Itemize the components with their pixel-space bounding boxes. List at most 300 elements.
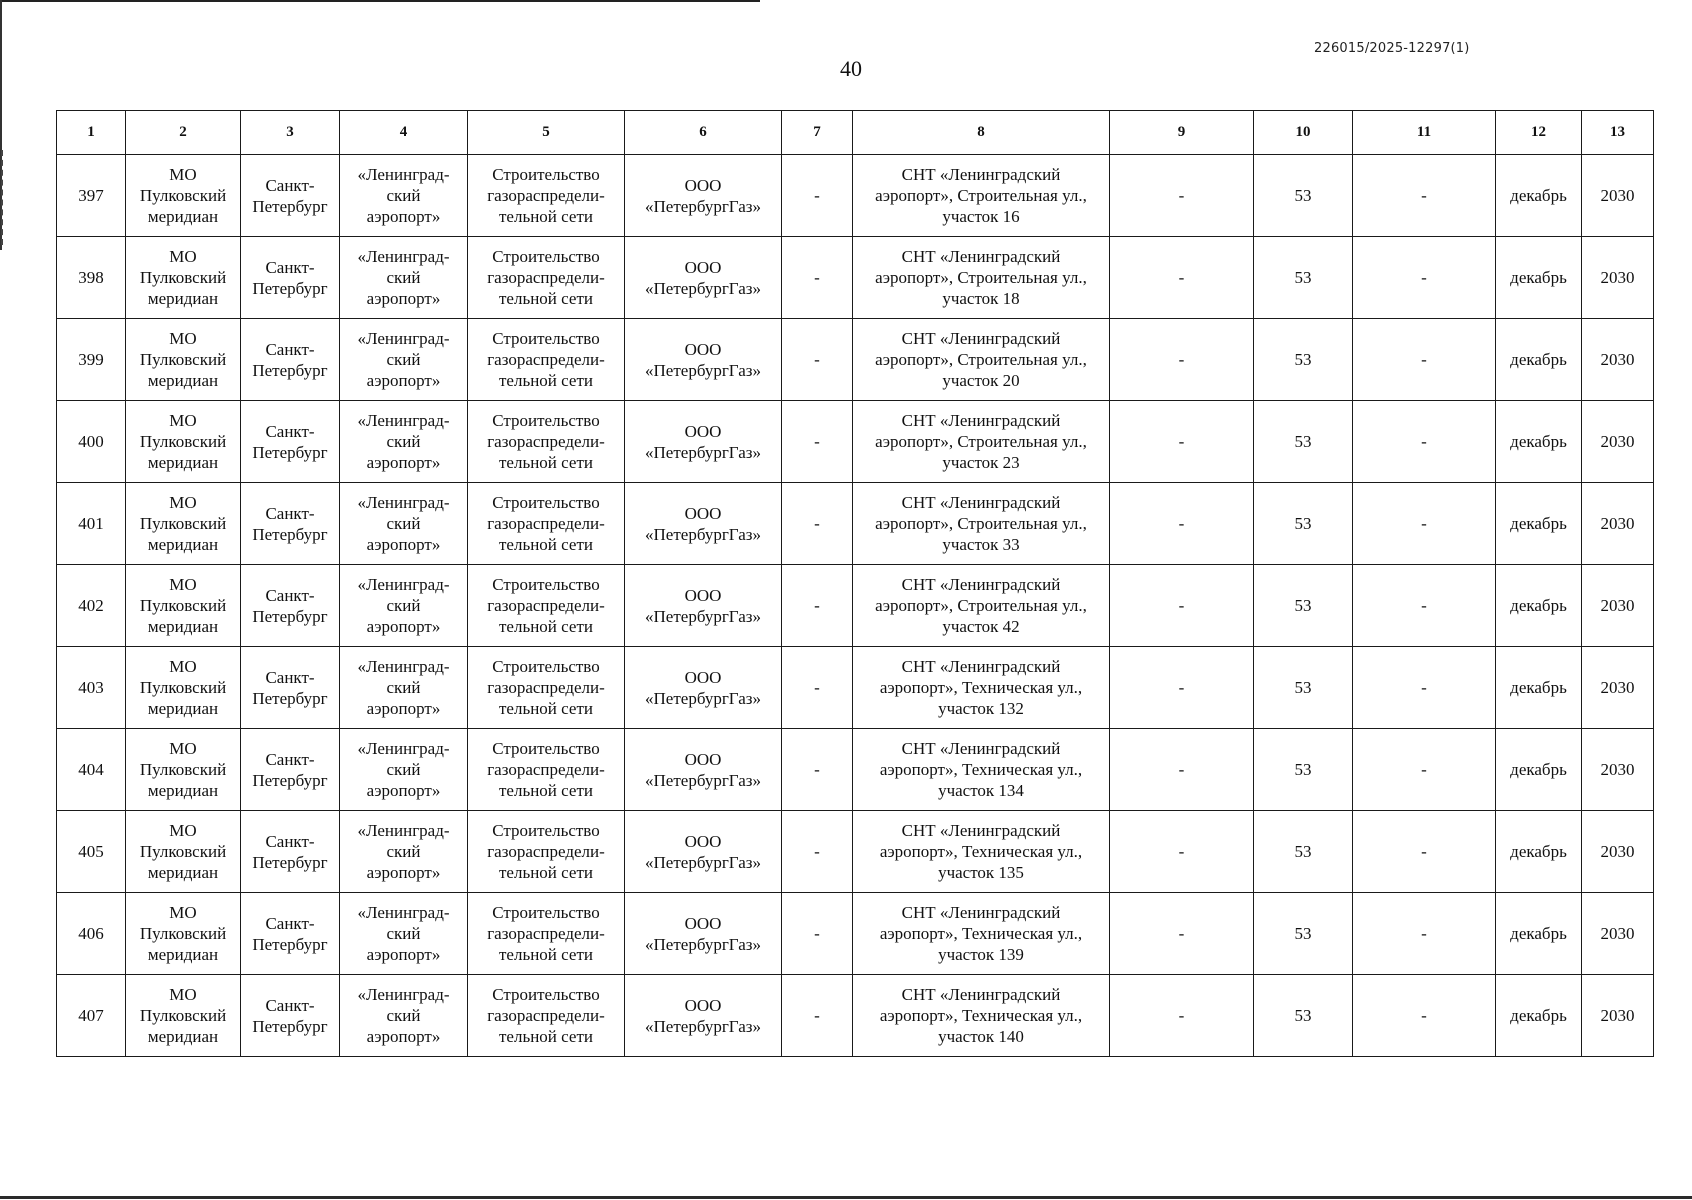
column-header: 6 — [625, 111, 782, 155]
cell-area-line: «Ленинград- — [357, 903, 450, 922]
cell-col10: 53 — [1254, 975, 1353, 1057]
cell-city-line: Петербург — [252, 770, 328, 790]
cell-city-line: Санкт- — [265, 995, 315, 1015]
cell-number: 404 — [57, 729, 126, 811]
cell-city-line: Петербург — [252, 442, 328, 462]
table-row — [57, 729, 1654, 811]
cell-municipality-line: МО — [169, 739, 197, 758]
cell-address-line: аэропорт», Техническая ул., — [879, 678, 1083, 697]
cell-address — [853, 893, 1110, 975]
cell-city-line: Санкт- — [265, 339, 315, 359]
cell-city-line: Петербург — [252, 360, 328, 380]
cell-col10: 53 — [1254, 483, 1353, 565]
cell-municipality — [126, 155, 241, 237]
cell-col11: - — [1353, 811, 1496, 893]
cell-year: 2030 — [1582, 729, 1654, 811]
cell-address-line: участок 20 — [942, 371, 1020, 390]
cell-municipality-line: меридиан — [147, 945, 219, 964]
cell-address — [853, 483, 1110, 565]
cell-col7: - — [782, 893, 853, 975]
cell-area-line: аэропорт» — [366, 371, 441, 390]
cell-area — [340, 155, 468, 237]
cell-number: 406 — [57, 893, 126, 975]
cell-col9: - — [1110, 893, 1254, 975]
cell-area-line: аэропорт» — [366, 781, 441, 800]
cell-municipality-line: МО — [169, 329, 197, 348]
cell-work-type-line: Строительство — [492, 821, 600, 840]
cell-municipality-line: меридиан — [147, 699, 219, 718]
cell-area-line: «Ленинград- — [357, 329, 450, 348]
cell-col11: - — [1353, 237, 1496, 319]
cell-municipality-line: Пулковский — [139, 924, 227, 943]
cell-city-line: Петербург — [252, 196, 328, 216]
cell-city-line: Санкт- — [265, 257, 315, 277]
cell-work-type — [468, 811, 625, 893]
cell-work-type-line: газораспредели- — [487, 760, 605, 779]
cell-col10: 53 — [1254, 565, 1353, 647]
cell-address-line: аэропорт», Строительная ул., — [875, 268, 1087, 287]
column-header: 1 — [57, 111, 126, 155]
column-header: 7 — [782, 111, 853, 155]
cell-col11: - — [1353, 565, 1496, 647]
table-row — [57, 975, 1654, 1057]
cell-address-line: участок 23 — [942, 453, 1020, 472]
cell-city-line: Петербург — [252, 524, 328, 544]
cell-work-type-line: Строительство — [492, 903, 600, 922]
cell-month: декабрь — [1496, 237, 1582, 319]
cell-city — [241, 893, 340, 975]
cell-organization — [625, 975, 782, 1057]
cell-address — [853, 319, 1110, 401]
cell-address — [853, 647, 1110, 729]
cell-col10: 53 — [1254, 893, 1353, 975]
cell-address-line: участок 140 — [938, 1027, 1024, 1046]
cell-work-type-line: тельной сети — [499, 945, 593, 964]
cell-organization-line: «ПетербургГаз» — [645, 196, 761, 216]
cell-col7: - — [782, 565, 853, 647]
cell-area-line: «Ленинград- — [357, 985, 450, 1004]
cell-work-type — [468, 975, 625, 1057]
cell-organization-line: «ПетербургГаз» — [645, 360, 761, 380]
cell-work-type-line: тельной сети — [499, 1027, 593, 1046]
cell-month: декабрь — [1496, 319, 1582, 401]
cell-address-line: СНТ «Ленинградский — [901, 493, 1061, 512]
cell-area-line: «Ленинград- — [357, 657, 450, 676]
cell-number: 402 — [57, 565, 126, 647]
cell-address-line: СНТ «Ленинградский — [901, 247, 1061, 266]
cell-city-line: Петербург — [252, 278, 328, 298]
cell-number: 397 — [57, 155, 126, 237]
cell-work-type-line: газораспредели- — [487, 432, 605, 451]
cell-work-type — [468, 401, 625, 483]
table-row — [57, 155, 1654, 237]
cell-col10: 53 — [1254, 237, 1353, 319]
cell-organization-line: ООО — [684, 831, 722, 851]
cell-col9: - — [1110, 811, 1254, 893]
cell-area-line: «Ленинград- — [357, 411, 450, 430]
cell-organization-line: ООО — [684, 339, 722, 359]
cell-year: 2030 — [1582, 975, 1654, 1057]
cell-area-line: «Ленинград- — [357, 821, 450, 840]
cell-area-line: ский — [386, 268, 421, 287]
scan-top-rule — [0, 0, 760, 2]
cell-area-line: аэропорт» — [366, 289, 441, 308]
column-header: 5 — [468, 111, 625, 155]
cell-month: декабрь — [1496, 729, 1582, 811]
cell-col9: - — [1110, 237, 1254, 319]
cell-city — [241, 565, 340, 647]
cell-address-line: участок 134 — [938, 781, 1024, 800]
cell-work-type-line: газораспредели- — [487, 268, 605, 287]
cell-address-line: участок 135 — [938, 863, 1024, 882]
cell-area — [340, 483, 468, 565]
cell-col11: - — [1353, 319, 1496, 401]
cell-city-line: Петербург — [252, 934, 328, 954]
cell-year: 2030 — [1582, 401, 1654, 483]
cell-col9: - — [1110, 483, 1254, 565]
cell-month: декабрь — [1496, 155, 1582, 237]
table-row — [57, 565, 1654, 647]
cell-year: 2030 — [1582, 565, 1654, 647]
cell-municipality-line: Пулковский — [139, 432, 227, 451]
cell-area-line: ский — [386, 1006, 421, 1025]
cell-address-line: СНТ «Ленинградский — [901, 903, 1061, 922]
cell-work-type — [468, 237, 625, 319]
cell-organization — [625, 565, 782, 647]
cell-organization-line: ООО — [684, 995, 722, 1015]
cell-work-type — [468, 893, 625, 975]
cell-col11: - — [1353, 155, 1496, 237]
cell-municipality-line: Пулковский — [139, 1006, 227, 1025]
cell-city-line: Санкт- — [265, 175, 315, 195]
cell-area — [340, 647, 468, 729]
cell-area — [340, 237, 468, 319]
cell-organization-line: ООО — [684, 913, 722, 933]
cell-area — [340, 893, 468, 975]
register-table — [56, 110, 1654, 1057]
cell-organization — [625, 483, 782, 565]
cell-work-type-line: тельной сети — [499, 781, 593, 800]
cell-city — [241, 155, 340, 237]
cell-work-type — [468, 729, 625, 811]
cell-municipality — [126, 647, 241, 729]
cell-municipality-line: меридиан — [147, 207, 219, 226]
cell-address-line: аэропорт», Техническая ул., — [879, 924, 1083, 943]
cell-address-line: участок 33 — [942, 535, 1020, 554]
cell-municipality-line: Пулковский — [139, 268, 227, 287]
cell-number: 407 — [57, 975, 126, 1057]
column-header: 4 — [340, 111, 468, 155]
cell-organization-line: ООО — [684, 257, 722, 277]
cell-col7: - — [782, 483, 853, 565]
cell-address-line: аэропорт», Строительная ул., — [875, 596, 1087, 615]
cell-city — [241, 647, 340, 729]
cell-col9: - — [1110, 319, 1254, 401]
cell-organization — [625, 893, 782, 975]
cell-work-type-line: газораспредели- — [487, 350, 605, 369]
cell-municipality — [126, 401, 241, 483]
cell-month: декабрь — [1496, 401, 1582, 483]
cell-year: 2030 — [1582, 155, 1654, 237]
table-row — [57, 401, 1654, 483]
cell-area-line: ский — [386, 596, 421, 615]
cell-municipality-line: меридиан — [147, 781, 219, 800]
column-header: 12 — [1496, 111, 1582, 155]
cell-address-line: СНТ «Ленинградский — [901, 165, 1061, 184]
cell-month: декабрь — [1496, 647, 1582, 729]
cell-address-line: участок 42 — [942, 617, 1020, 636]
cell-col9: - — [1110, 401, 1254, 483]
cell-city — [241, 401, 340, 483]
cell-municipality — [126, 975, 241, 1057]
cell-col7: - — [782, 811, 853, 893]
cell-organization — [625, 319, 782, 401]
cell-address-line: СНТ «Ленинградский — [901, 821, 1061, 840]
cell-address-line: участок 139 — [938, 945, 1024, 964]
table-body — [57, 155, 1654, 1057]
scan-binding-marks — [1, 150, 6, 245]
cell-municipality — [126, 729, 241, 811]
cell-organization — [625, 237, 782, 319]
cell-number: 403 — [57, 647, 126, 729]
cell-col10: 53 — [1254, 401, 1353, 483]
cell-area-line: аэропорт» — [366, 699, 441, 718]
cell-municipality — [126, 319, 241, 401]
cell-col11: - — [1353, 483, 1496, 565]
cell-area — [340, 811, 468, 893]
cell-organization-line: ООО — [684, 667, 722, 687]
cell-work-type-line: Строительство — [492, 739, 600, 758]
cell-work-type-line: Строительство — [492, 985, 600, 1004]
cell-work-type-line: газораспредели- — [487, 842, 605, 861]
column-header: 11 — [1353, 111, 1496, 155]
cell-work-type-line: Строительство — [492, 657, 600, 676]
cell-address — [853, 811, 1110, 893]
cell-address-line: СНТ «Ленинградский — [901, 411, 1061, 430]
cell-municipality-line: МО — [169, 903, 197, 922]
cell-month: декабрь — [1496, 975, 1582, 1057]
cell-municipality-line: меридиан — [147, 863, 219, 882]
cell-address — [853, 237, 1110, 319]
cell-address-line: аэропорт», Техническая ул., — [879, 1006, 1083, 1025]
cell-municipality-line: Пулковский — [139, 514, 227, 533]
cell-year: 2030 — [1582, 893, 1654, 975]
cell-col11: - — [1353, 893, 1496, 975]
cell-number: 405 — [57, 811, 126, 893]
cell-col11: - — [1353, 975, 1496, 1057]
cell-work-type-line: Строительство — [492, 329, 600, 348]
cell-col7: - — [782, 975, 853, 1057]
scan-bottom-rule — [0, 1196, 1692, 1199]
cell-col7: - — [782, 319, 853, 401]
cell-municipality-line: меридиан — [147, 453, 219, 472]
cell-area-line: ский — [386, 186, 421, 205]
cell-city-line: Петербург — [252, 1016, 328, 1036]
cell-col9: - — [1110, 155, 1254, 237]
cell-work-type — [468, 155, 625, 237]
cell-city-line: Петербург — [252, 852, 328, 872]
cell-city-line: Петербург — [252, 606, 328, 626]
column-header: 3 — [241, 111, 340, 155]
cell-col7: - — [782, 647, 853, 729]
cell-col7: - — [782, 729, 853, 811]
cell-work-type-line: Строительство — [492, 575, 600, 594]
cell-municipality-line: Пулковский — [139, 678, 227, 697]
cell-month: декабрь — [1496, 811, 1582, 893]
cell-municipality-line: меридиан — [147, 289, 219, 308]
cell-number: 398 — [57, 237, 126, 319]
cell-organization-line: ООО — [684, 175, 722, 195]
cell-organization-line: «ПетербургГаз» — [645, 770, 761, 790]
cell-month: декабрь — [1496, 565, 1582, 647]
page-number: 40 — [840, 56, 862, 81]
cell-address — [853, 565, 1110, 647]
cell-col9: - — [1110, 647, 1254, 729]
cell-work-type-line: тельной сети — [499, 289, 593, 308]
cell-municipality-line: МО — [169, 411, 197, 430]
table-row — [57, 237, 1654, 319]
cell-work-type-line: тельной сети — [499, 617, 593, 636]
cell-work-type-line: тельной сети — [499, 207, 593, 226]
cell-address-line: аэропорт», Техническая ул., — [879, 842, 1083, 861]
cell-year: 2030 — [1582, 237, 1654, 319]
cell-address-line: участок 16 — [942, 207, 1020, 226]
cell-work-type — [468, 483, 625, 565]
cell-organization — [625, 401, 782, 483]
cell-municipality-line: меридиан — [147, 617, 219, 636]
cell-area — [340, 565, 468, 647]
cell-municipality-line: меридиан — [147, 535, 219, 554]
cell-address — [853, 729, 1110, 811]
cell-organization — [625, 811, 782, 893]
cell-col7: - — [782, 237, 853, 319]
cell-work-type-line: тельной сети — [499, 453, 593, 472]
cell-address-line: СНТ «Ленинградский — [901, 739, 1061, 758]
cell-work-type-line: газораспредели- — [487, 186, 605, 205]
cell-municipality — [126, 483, 241, 565]
cell-address — [853, 975, 1110, 1057]
cell-col7: - — [782, 401, 853, 483]
cell-municipality-line: Пулковский — [139, 760, 227, 779]
cell-municipality-line: меридиан — [147, 1027, 219, 1046]
cell-work-type-line: газораспредели- — [487, 924, 605, 943]
register-table-container — [56, 110, 1653, 1057]
cell-area-line: ский — [386, 432, 421, 451]
cell-city — [241, 975, 340, 1057]
cell-area-line: «Ленинград- — [357, 575, 450, 594]
cell-organization-line: ООО — [684, 585, 722, 605]
cell-year: 2030 — [1582, 647, 1654, 729]
cell-area-line: аэропорт» — [366, 945, 441, 964]
cell-work-type — [468, 565, 625, 647]
cell-address-line: СНТ «Ленинградский — [901, 657, 1061, 676]
cell-organization — [625, 155, 782, 237]
cell-area-line: ский — [386, 514, 421, 533]
cell-organization — [625, 729, 782, 811]
cell-col11: - — [1353, 401, 1496, 483]
cell-col10: 53 — [1254, 729, 1353, 811]
cell-municipality-line: Пулковский — [139, 186, 227, 205]
cell-city-line: Санкт- — [265, 503, 315, 523]
cell-city — [241, 729, 340, 811]
cell-organization-line: «ПетербургГаз» — [645, 1016, 761, 1036]
cell-area — [340, 729, 468, 811]
cell-work-type-line: тельной сети — [499, 371, 593, 390]
cell-work-type-line: Строительство — [492, 493, 600, 512]
cell-city-line: Петербург — [252, 688, 328, 708]
cell-area-line: «Ленинград- — [357, 165, 450, 184]
cell-col9: - — [1110, 565, 1254, 647]
cell-city-line: Санкт- — [265, 831, 315, 851]
cell-col11: - — [1353, 647, 1496, 729]
cell-municipality-line: Пулковский — [139, 842, 227, 861]
cell-municipality-line: МО — [169, 575, 197, 594]
column-header: 10 — [1254, 111, 1353, 155]
cell-organization-line: «ПетербургГаз» — [645, 688, 761, 708]
cell-municipality-line: МО — [169, 821, 197, 840]
cell-organization-line: «ПетербургГаз» — [645, 442, 761, 462]
cell-address — [853, 155, 1110, 237]
cell-area-line: ский — [386, 760, 421, 779]
cell-address-line: аэропорт», Строительная ул., — [875, 350, 1087, 369]
cell-col9: - — [1110, 729, 1254, 811]
cell-organization-line: ООО — [684, 421, 722, 441]
cell-municipality-line: МО — [169, 247, 197, 266]
cell-address-line: аэропорт», Строительная ул., — [875, 432, 1087, 451]
cell-municipality — [126, 811, 241, 893]
cell-number: 399 — [57, 319, 126, 401]
cell-work-type-line: тельной сети — [499, 699, 593, 718]
cell-address-line: участок 18 — [942, 289, 1020, 308]
cell-number: 400 — [57, 401, 126, 483]
cell-work-type — [468, 319, 625, 401]
cell-city-line: Санкт- — [265, 913, 315, 933]
cell-year: 2030 — [1582, 319, 1654, 401]
cell-area-line: аэропорт» — [366, 1027, 441, 1046]
cell-address-line: СНТ «Ленинградский — [901, 985, 1061, 1004]
cell-area-line: ский — [386, 842, 421, 861]
cell-col10: 53 — [1254, 811, 1353, 893]
column-header: 8 — [853, 111, 1110, 155]
table-row — [57, 811, 1654, 893]
cell-work-type-line: газораспредели- — [487, 678, 605, 697]
cell-area-line: «Ленинград- — [357, 247, 450, 266]
cell-area-line: аэропорт» — [366, 535, 441, 554]
cell-work-type-line: тельной сети — [499, 863, 593, 882]
cell-city-line: Санкт- — [265, 585, 315, 605]
cell-area-line: аэропорт» — [366, 453, 441, 472]
cell-organization-line: «ПетербургГаз» — [645, 524, 761, 544]
column-header: 13 — [1582, 111, 1654, 155]
cell-month: декабрь — [1496, 893, 1582, 975]
cell-city — [241, 811, 340, 893]
cell-work-type-line: тельной сети — [499, 535, 593, 554]
column-header: 9 — [1110, 111, 1254, 155]
cell-municipality — [126, 893, 241, 975]
cell-organization-line: ООО — [684, 749, 722, 769]
cell-city-line: Санкт- — [265, 667, 315, 687]
cell-city — [241, 237, 340, 319]
cell-address-line: участок 132 — [938, 699, 1024, 718]
cell-work-type-line: газораспредели- — [487, 1006, 605, 1025]
cell-municipality-line: Пулковский — [139, 350, 227, 369]
cell-work-type — [468, 647, 625, 729]
table-row — [57, 483, 1654, 565]
cell-municipality — [126, 237, 241, 319]
cell-city — [241, 483, 340, 565]
cell-area-line: ский — [386, 924, 421, 943]
document-number: 226015/2025-12297(1) — [1314, 41, 1470, 56]
